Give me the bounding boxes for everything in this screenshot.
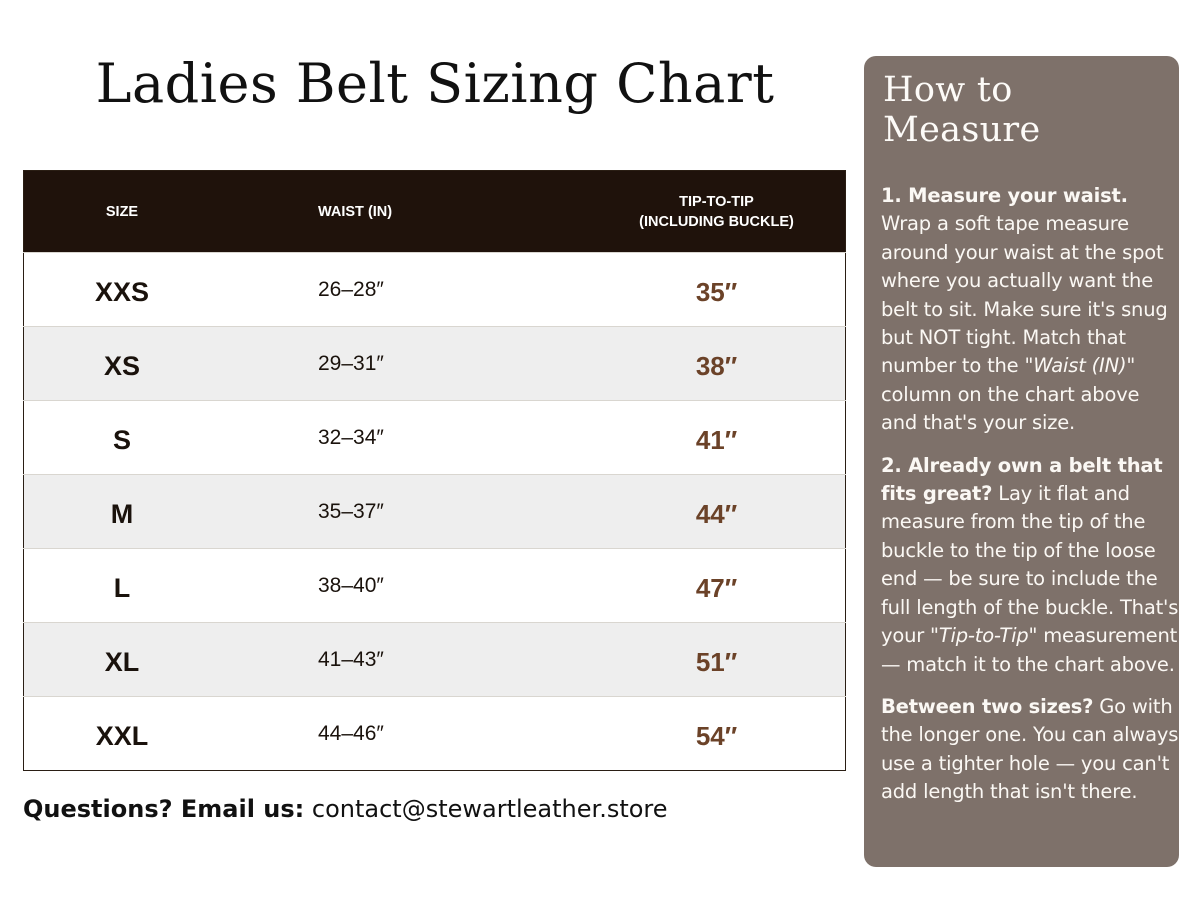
waist-cell: 26–28″ [318,277,384,301]
table-row [24,475,846,549]
how-to-measure-panel [864,56,1179,867]
tip-paragraph [881,693,1179,807]
step-2-italic: "Tip-to-Tip" [930,624,1038,648]
waist-cell: 29–31″ [318,351,384,375]
tip-cell: 51″ [695,646,738,677]
waist-cell: 32–34″ [318,425,384,449]
waist-cell: 35–37″ [318,499,384,523]
tip-text: Go with the longer one. You can always use a tighter hole — you can't add length that isn't there. [881,694,1179,804]
panel-body [881,182,1179,807]
step-2-paragraph [881,452,1179,679]
step-2-text-a: Lay it flat and measure from the tip of the buckle to the tip of the loose end — be sure to include the full length of the buckle. That's your [881,482,1179,648]
step-1-italic: "Waist (IN)" [1024,354,1136,378]
header-tip-line2: (INCLUDING BUCKLE) [639,213,794,230]
waist-cell: 38–40″ [318,573,384,597]
table-header-row [24,171,846,253]
table-row [24,623,846,697]
size-cell: XXS [94,276,150,307]
header-tip-line1: TIP-TO-TIP [679,193,754,210]
waist-cell: 41–43″ [318,647,384,671]
size-cell: S [112,424,131,455]
page-title: Ladies Belt Sizing Chart [95,52,775,115]
tip-heading: Between two sizes? [881,694,1094,718]
tip-cell: 41″ [695,424,738,455]
belt-size-table [23,170,846,771]
header-tip-to-tip [588,171,846,253]
tip-cell: 35″ [695,276,738,307]
size-cell: XL [104,646,140,677]
tip-cell: 44″ [695,498,738,529]
table-row [24,327,846,401]
waist-cell: 44–46″ [318,721,384,745]
table-row [24,549,846,623]
tip-cell: 47″ [695,572,738,603]
size-cell: XXL [95,720,149,751]
step-1-paragraph [881,182,1179,438]
size-cell: L [113,572,131,603]
step-2-text-b: measurement — match it to the chart above. [881,624,1178,676]
tip-cell: 38″ [695,350,738,381]
contact-label: Questions? Email us: [23,795,305,823]
panel-title: How to Measure [883,70,1041,150]
step-1-text-b: column on the chart above and that's your size. [881,382,1140,435]
step-1-text-a: Wrap a soft tape measure around your waist at the spot where you actually want the belt to sit. Make sure it's snug but NOT tight. Match that number to the [881,212,1168,378]
size-cell: XS [103,350,141,381]
table-row [24,401,846,475]
table-row [24,697,846,771]
size-cell: M [110,498,134,529]
step-2-heading: 2. Already own a belt that fits great? [881,453,1163,506]
table-row [24,253,846,327]
contact-email-link[interactable]: contact@stewartleather.store [304,795,668,823]
tip-cell: 54″ [695,720,738,751]
header-waist: WAIST (IN) [318,203,393,220]
step-1-heading: 1. Measure your waist. [881,184,1128,207]
contact-line [23,795,668,823]
header-size: SIZE [105,203,139,220]
